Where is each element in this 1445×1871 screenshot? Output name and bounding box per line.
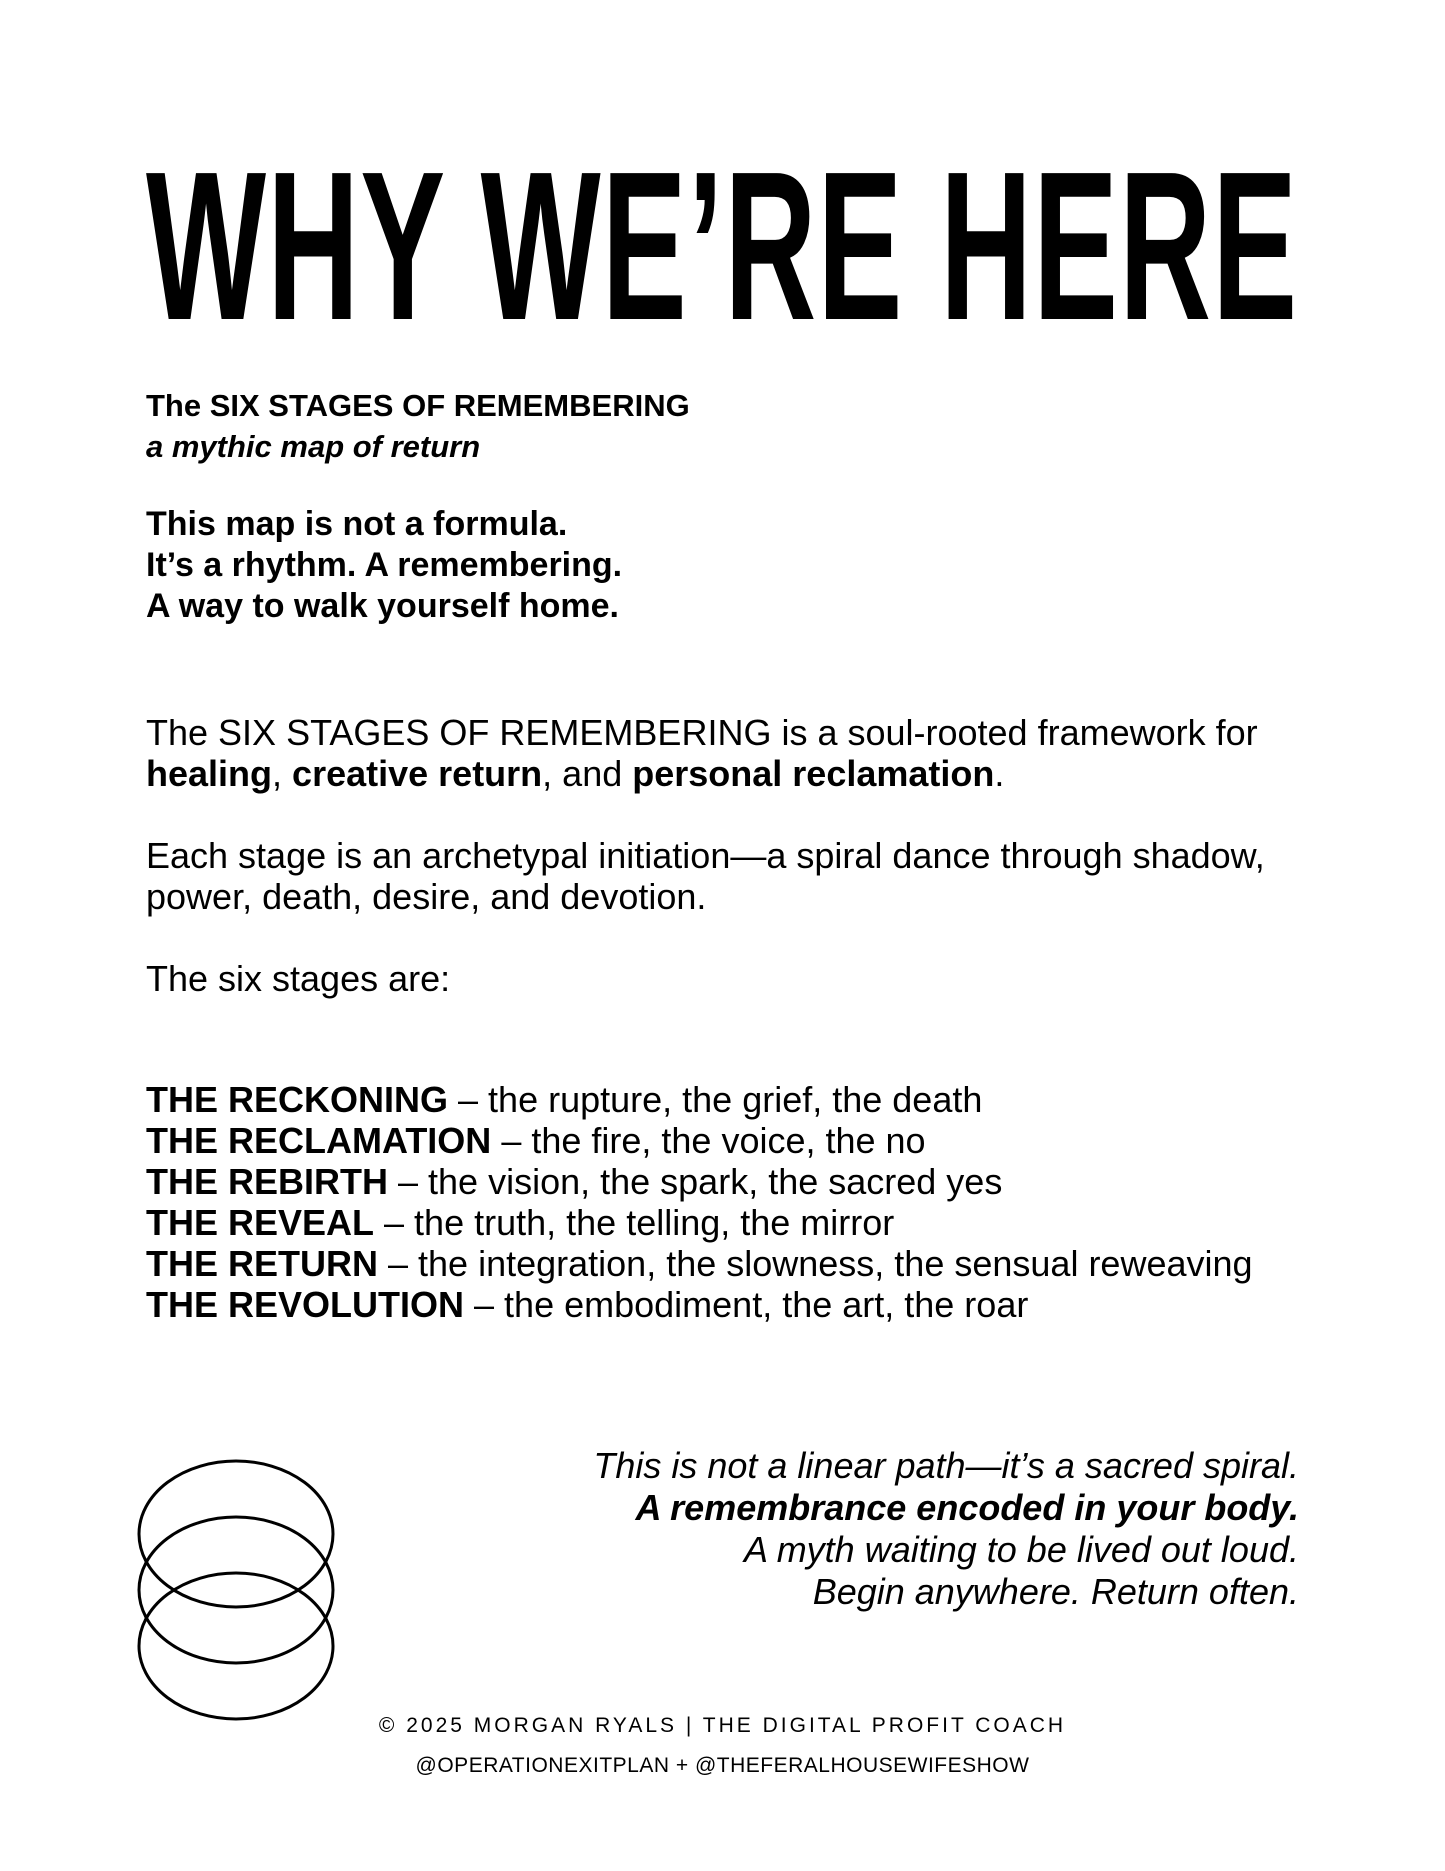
closing-line: A myth waiting to be lived out loud. xyxy=(744,1529,1299,1570)
text: , and xyxy=(542,753,633,794)
stage-desc: – the integration, the slowness, the sensual reweaving xyxy=(378,1243,1253,1284)
body-paragraph-initiation: Each stage is an archetypal initiation—a spiral dance through shadow, power, death, desire, and devotion. xyxy=(146,835,1265,917)
stage-desc: – the fire, the voice, the no xyxy=(491,1120,926,1161)
text: , xyxy=(272,753,293,794)
intro-block xyxy=(146,504,622,627)
stage-item xyxy=(146,1202,1306,1243)
stage-desc: – the embodiment, the art, the roar xyxy=(464,1284,1029,1325)
emphasis: creative return xyxy=(292,753,543,794)
rings-icon xyxy=(136,1452,346,1722)
closing-block xyxy=(593,1445,1299,1613)
subtitle-tagline: a mythic map of return xyxy=(146,429,481,464)
text: The SIX STAGES OF REMEMBERING is a soul-rooted framework for xyxy=(146,712,1258,753)
stage-item xyxy=(146,1243,1306,1284)
footer-copyright: © 2025 MORGAN RYALS | THE DIGITAL PROFIT COACH xyxy=(378,1714,1067,1737)
closing-line: Begin anywhere. Return often. xyxy=(812,1571,1299,1612)
stage-item xyxy=(146,1120,1306,1161)
emphasis: personal reclamation xyxy=(632,753,995,794)
body-paragraph-framework xyxy=(146,712,1306,794)
stages-list xyxy=(146,1079,1306,1325)
stage-name: THE REVEAL xyxy=(146,1202,375,1243)
body-text xyxy=(146,712,1306,1040)
stage-name: THE REVOLUTION xyxy=(146,1284,465,1325)
intro-line: This map is not a formula. xyxy=(146,505,568,543)
stage-name: THE RETURN xyxy=(146,1243,378,1284)
ring xyxy=(139,1517,333,1663)
subtitle-heading: The SIX STAGES OF REMEMBERING xyxy=(146,388,690,423)
stage-name: THE REBIRTH xyxy=(146,1161,388,1202)
ring xyxy=(139,1461,333,1607)
stage-desc: – the vision, the spark, the sacred yes xyxy=(388,1161,1003,1202)
stage-name: THE RECKONING xyxy=(146,1079,449,1120)
stage-item xyxy=(146,1161,1306,1202)
closing-line-emphasis: A remembrance encoded in your body. xyxy=(635,1487,1299,1528)
stage-item xyxy=(146,1284,1306,1325)
page-title: WHY WE’RE HERE xyxy=(146,127,1299,364)
stage-desc: – the truth, the telling, the mirror xyxy=(374,1202,895,1243)
intro-line: It’s a rhythm. A remembering. xyxy=(146,546,623,584)
emphasis: healing xyxy=(146,753,273,794)
stage-item xyxy=(146,1079,1306,1120)
closing-line: This is not a linear path—it’s a sacred spiral. xyxy=(593,1445,1299,1486)
intro-line: A way to walk yourself home. xyxy=(146,587,619,625)
text: . xyxy=(994,753,1005,794)
ring xyxy=(139,1573,333,1719)
footer-handles: @OPERATIONEXITPLAN + @THEFERALHOUSEWIFESHOW xyxy=(415,1754,1030,1777)
stage-name: THE RECLAMATION xyxy=(146,1120,492,1161)
subtitle-block xyxy=(146,385,690,467)
stage-desc: – the rupture, the grief, the death xyxy=(448,1079,983,1120)
body-paragraph-stages-intro: The six stages are: xyxy=(146,958,451,999)
